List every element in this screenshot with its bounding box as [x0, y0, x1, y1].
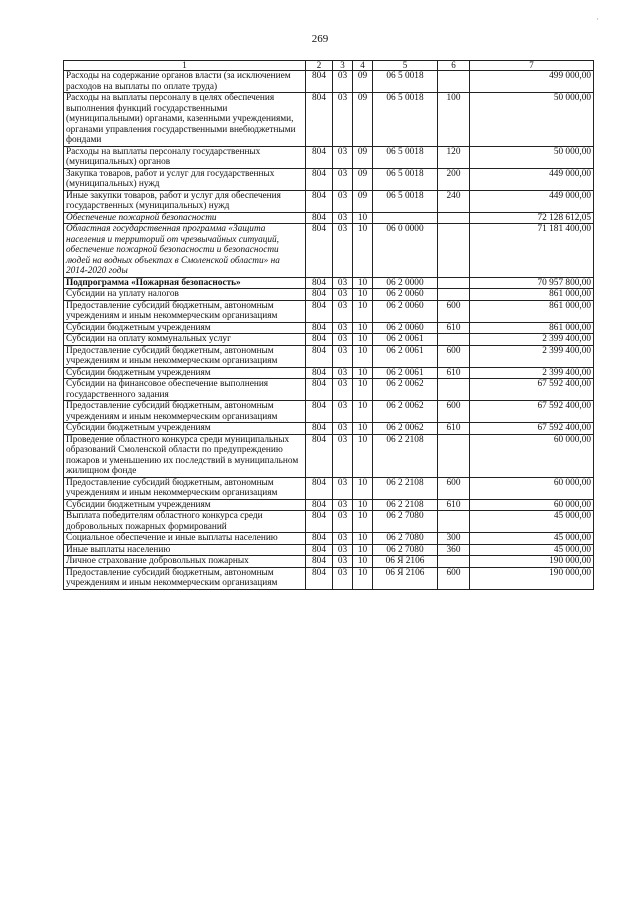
row-value-cell: 06 2 0061	[373, 345, 438, 367]
row-value-cell	[373, 212, 438, 224]
row-name-cell: Расходы на выплаты персоналу государственных (муниципальных) органов	[64, 146, 306, 168]
row-value-cell: 804	[306, 224, 333, 278]
table-row	[64, 93, 594, 147]
row-value-cell: 06 2 0062	[373, 401, 438, 423]
row-value-cell: 72 128 612,05	[470, 212, 594, 224]
row-value-cell: 03	[333, 423, 353, 435]
row-value-cell: 03	[333, 224, 353, 278]
table-row	[64, 556, 594, 568]
row-value-cell: 06 2 0060	[373, 289, 438, 301]
row-value-cell: 10	[353, 224, 373, 278]
table-row	[64, 277, 594, 289]
row-value-cell: 610	[438, 322, 470, 334]
row-value-cell: 10	[353, 434, 373, 477]
row-value-cell: 67 592 400,00	[470, 423, 594, 435]
row-value-cell: 190 000,00	[470, 567, 594, 589]
row-value-cell: 804	[306, 146, 333, 168]
scan-mark: ·	[596, 14, 599, 24]
row-value-cell: 60 000,00	[470, 499, 594, 511]
row-value-cell: 804	[306, 401, 333, 423]
row-value-cell: 804	[306, 423, 333, 435]
row-name-cell: Субсидии бюджетным учреждениям	[64, 367, 306, 379]
row-value-cell: 09	[353, 93, 373, 147]
row-name-cell: Субсидии на уплату налогов	[64, 289, 306, 301]
row-value-cell: 06 2 2108	[373, 499, 438, 511]
row-value-cell: 600	[438, 477, 470, 499]
row-value-cell: 2 399 400,00	[470, 334, 594, 346]
row-value-cell: 50 000,00	[470, 93, 594, 147]
table-row	[64, 533, 594, 545]
row-value-cell: 861 000,00	[470, 289, 594, 301]
row-value-cell: 06 5 0018	[373, 168, 438, 190]
row-value-cell: 03	[333, 499, 353, 511]
row-value-cell: 10	[353, 277, 373, 289]
row-value-cell: 03	[333, 168, 353, 190]
row-value-cell: 610	[438, 499, 470, 511]
row-value-cell: 06 5 0018	[373, 71, 438, 93]
row-name-cell: Иные выплаты населению	[64, 544, 306, 556]
row-value-cell: 45 000,00	[470, 544, 594, 556]
row-name-cell: Субсидии бюджетным учреждениям	[64, 322, 306, 334]
table-row	[64, 168, 594, 190]
row-name-cell: Проведение областного конкурса среди муниципальных образований Смоленской области по предупреждению пожаров и уменьшению их последствий в муниципальном жилищном фонде	[64, 434, 306, 477]
row-name-cell: Расходы на содержание органов власти (за исключением расходов на выплаты по оплате труда)	[64, 71, 306, 93]
row-value-cell: 03	[333, 146, 353, 168]
row-value-cell: 06 2 0061	[373, 334, 438, 346]
row-value-cell: 09	[353, 71, 373, 93]
row-value-cell: 06 2 2108	[373, 477, 438, 499]
row-value-cell: 70 957 800,00	[470, 277, 594, 289]
row-value-cell: 06 5 0018	[373, 93, 438, 147]
row-value-cell: 06 2 0000	[373, 277, 438, 289]
row-value-cell: 804	[306, 379, 333, 401]
row-name-cell: Областная государственная программа «Защита населения и территорий от чрезвычайных ситуаций, обеспечение пожарной безопасности и безопасности людей на водных объектах в Смоленской области» на 2014-2020 годы	[64, 224, 306, 278]
row-value-cell: 03	[333, 277, 353, 289]
table-row	[64, 300, 594, 322]
row-value-cell: 10	[353, 379, 373, 401]
row-value-cell: 10	[353, 511, 373, 533]
row-value-cell: 03	[333, 289, 353, 301]
row-value-cell: 804	[306, 168, 333, 190]
row-value-cell: 67 592 400,00	[470, 401, 594, 423]
row-value-cell: 10	[353, 477, 373, 499]
row-name-cell: Иные закупки товаров, работ и услуг для обеспечения государственных (муниципальных) нужд	[64, 190, 306, 212]
row-value-cell: 10	[353, 533, 373, 545]
table-row	[64, 544, 594, 556]
column-header: 1	[64, 61, 306, 71]
row-value-cell: 804	[306, 556, 333, 568]
row-value-cell: 06 2 7080	[373, 533, 438, 545]
row-value-cell: 03	[333, 567, 353, 589]
row-value-cell: 10	[353, 289, 373, 301]
row-value-cell: 804	[306, 499, 333, 511]
row-value-cell: 804	[306, 212, 333, 224]
row-name-cell: Выплата победителям областного конкурса среди добровольных пожарных формирований	[64, 511, 306, 533]
row-value-cell: 10	[353, 212, 373, 224]
row-name-cell: Предоставление субсидий бюджетным, автономным учреждениям и иным некоммерческим организациям	[64, 300, 306, 322]
row-value-cell: 804	[306, 334, 333, 346]
table-row	[64, 322, 594, 334]
row-name-cell: Субсидии бюджетным учреждениям	[64, 423, 306, 435]
row-value-cell: 06 5 0018	[373, 190, 438, 212]
table-body	[64, 71, 594, 590]
row-value-cell: 03	[333, 556, 353, 568]
table-row	[64, 289, 594, 301]
table-row	[64, 477, 594, 499]
row-value-cell	[438, 556, 470, 568]
row-value-cell: 600	[438, 300, 470, 322]
row-name-cell: Личное страхование добровольных пожарных	[64, 556, 306, 568]
row-name-cell: Социальное обеспечение и иные выплаты населению	[64, 533, 306, 545]
row-value-cell: 06 2 7080	[373, 511, 438, 533]
row-value-cell	[438, 277, 470, 289]
row-value-cell: 449 000,00	[470, 190, 594, 212]
row-name-cell: Предоставление субсидий бюджетным, автономным учреждениям и иным некоммерческим организациям	[64, 567, 306, 589]
row-value-cell	[438, 212, 470, 224]
table-row	[64, 379, 594, 401]
row-value-cell: 09	[353, 190, 373, 212]
table-row	[64, 367, 594, 379]
row-value-cell: 06 2 0062	[373, 423, 438, 435]
row-value-cell: 10	[353, 423, 373, 435]
row-value-cell: 03	[333, 401, 353, 423]
row-value-cell: 10	[353, 345, 373, 367]
table-row	[64, 434, 594, 477]
row-value-cell: 804	[306, 434, 333, 477]
row-value-cell: 300	[438, 533, 470, 545]
row-value-cell: 804	[306, 367, 333, 379]
row-name-cell: Субсидии на финансовое обеспечение выполнения государственного задания	[64, 379, 306, 401]
row-value-cell: 45 000,00	[470, 511, 594, 533]
row-value-cell: 10	[353, 556, 373, 568]
row-value-cell: 03	[333, 334, 353, 346]
column-header: 5	[373, 61, 438, 71]
row-value-cell: 09	[353, 168, 373, 190]
table-row	[64, 212, 594, 224]
row-name-cell: Субсидии бюджетным учреждениям	[64, 499, 306, 511]
row-value-cell: 06 2 0062	[373, 379, 438, 401]
row-value-cell: 804	[306, 93, 333, 147]
row-value-cell: 804	[306, 322, 333, 334]
row-name-cell: Расходы на выплаты персоналу в целях обеспечения выполнения функций государственными (муниципальными) органами, казенными учреждениями, органами управления государственными внебюджетными фондами	[64, 93, 306, 147]
row-name-cell: Предоставление субсидий бюджетным, автономным учреждениям и иным некоммерческим организациям	[64, 477, 306, 499]
row-value-cell: 804	[306, 345, 333, 367]
column-header: 2	[306, 61, 333, 71]
column-header: 3	[333, 61, 353, 71]
table-row	[64, 345, 594, 367]
row-value-cell: 71 181 400,00	[470, 224, 594, 278]
row-value-cell: 610	[438, 367, 470, 379]
row-name-cell: Подпрограмма «Пожарная безопасность»	[64, 277, 306, 289]
row-value-cell: 03	[333, 379, 353, 401]
row-value-cell: 861 000,00	[470, 300, 594, 322]
row-value-cell: 10	[353, 544, 373, 556]
row-value-cell: 804	[306, 533, 333, 545]
row-value-cell: 03	[333, 434, 353, 477]
row-value-cell: 06 2 0061	[373, 367, 438, 379]
row-value-cell: 03	[333, 300, 353, 322]
row-value-cell: 03	[333, 345, 353, 367]
row-value-cell: 100	[438, 93, 470, 147]
row-value-cell: 190 000,00	[470, 556, 594, 568]
row-value-cell: 499 000,00	[470, 71, 594, 93]
row-value-cell: 600	[438, 401, 470, 423]
row-value-cell: 10	[353, 401, 373, 423]
column-header: 6	[438, 61, 470, 71]
row-value-cell: 2 399 400,00	[470, 367, 594, 379]
row-value-cell: 60 000,00	[470, 477, 594, 499]
budget-table	[63, 60, 594, 590]
row-value-cell: 06 2 0060	[373, 322, 438, 334]
row-value-cell: 600	[438, 345, 470, 367]
row-value-cell: 03	[333, 190, 353, 212]
row-value-cell: 804	[306, 477, 333, 499]
row-name-cell: Предоставление субсидий бюджетным, автономным учреждениям и иным некоммерческим организациям	[64, 345, 306, 367]
table-row	[64, 334, 594, 346]
row-value-cell: 804	[306, 511, 333, 533]
row-value-cell: 120	[438, 146, 470, 168]
row-value-cell: 06 2 0060	[373, 300, 438, 322]
table-row	[64, 423, 594, 435]
row-name-cell: Предоставление субсидий бюджетным, автономным учреждениям и иным некоммерческим организациям	[64, 401, 306, 423]
row-value-cell: 06 Я 2106	[373, 556, 438, 568]
row-value-cell: 804	[306, 567, 333, 589]
row-value-cell: 10	[353, 300, 373, 322]
row-value-cell: 06 2 2108	[373, 434, 438, 477]
row-value-cell: 03	[333, 322, 353, 334]
table-row	[64, 71, 594, 93]
row-value-cell: 03	[333, 93, 353, 147]
table-row	[64, 190, 594, 212]
row-value-cell: 50 000,00	[470, 146, 594, 168]
row-value-cell: 804	[306, 190, 333, 212]
table-row	[64, 401, 594, 423]
row-value-cell	[438, 379, 470, 401]
table-row	[64, 146, 594, 168]
row-value-cell	[438, 289, 470, 301]
row-value-cell: 03	[333, 212, 353, 224]
row-value-cell: 03	[333, 367, 353, 379]
row-value-cell: 03	[333, 533, 353, 545]
row-value-cell: 03	[333, 544, 353, 556]
row-value-cell: 240	[438, 190, 470, 212]
row-value-cell: 804	[306, 289, 333, 301]
row-value-cell: 861 000,00	[470, 322, 594, 334]
row-value-cell: 03	[333, 511, 353, 533]
row-value-cell: 06 0 0000	[373, 224, 438, 278]
row-value-cell: 610	[438, 423, 470, 435]
row-value-cell: 60 000,00	[470, 434, 594, 477]
page-number: 269	[311, 33, 329, 45]
row-value-cell: 10	[353, 367, 373, 379]
column-header: 7	[470, 61, 594, 71]
table-row	[64, 224, 594, 278]
row-value-cell: 10	[353, 334, 373, 346]
row-value-cell: 03	[333, 71, 353, 93]
row-value-cell	[438, 71, 470, 93]
row-value-cell	[438, 334, 470, 346]
row-value-cell: 449 000,00	[470, 168, 594, 190]
row-value-cell: 804	[306, 300, 333, 322]
table-row	[64, 499, 594, 511]
row-value-cell: 45 000,00	[470, 533, 594, 545]
row-value-cell: 06 Я 2106	[373, 567, 438, 589]
row-value-cell: 2 399 400,00	[470, 345, 594, 367]
table-row	[64, 511, 594, 533]
column-header: 4	[353, 61, 373, 71]
row-value-cell: 360	[438, 544, 470, 556]
row-value-cell: 600	[438, 567, 470, 589]
row-name-cell: Закупка товаров, работ и услуг для государственных (муниципальных) нужд	[64, 168, 306, 190]
row-value-cell: 804	[306, 71, 333, 93]
row-value-cell: 804	[306, 277, 333, 289]
row-name-cell: Субсидии на оплату коммунальных услуг	[64, 334, 306, 346]
row-value-cell	[438, 511, 470, 533]
table-header-row	[64, 61, 594, 71]
row-value-cell: 10	[353, 499, 373, 511]
table-row	[64, 567, 594, 589]
row-value-cell	[438, 434, 470, 477]
row-value-cell: 10	[353, 322, 373, 334]
row-value-cell: 10	[353, 567, 373, 589]
row-value-cell: 67 592 400,00	[470, 379, 594, 401]
row-value-cell: 06 5 0018	[373, 146, 438, 168]
row-name-cell: Обеспечение пожарной безопасности	[64, 212, 306, 224]
row-value-cell: 804	[306, 544, 333, 556]
row-value-cell: 09	[353, 146, 373, 168]
row-value-cell: 03	[333, 477, 353, 499]
row-value-cell: 06 2 7080	[373, 544, 438, 556]
row-value-cell	[438, 224, 470, 278]
row-value-cell: 200	[438, 168, 470, 190]
